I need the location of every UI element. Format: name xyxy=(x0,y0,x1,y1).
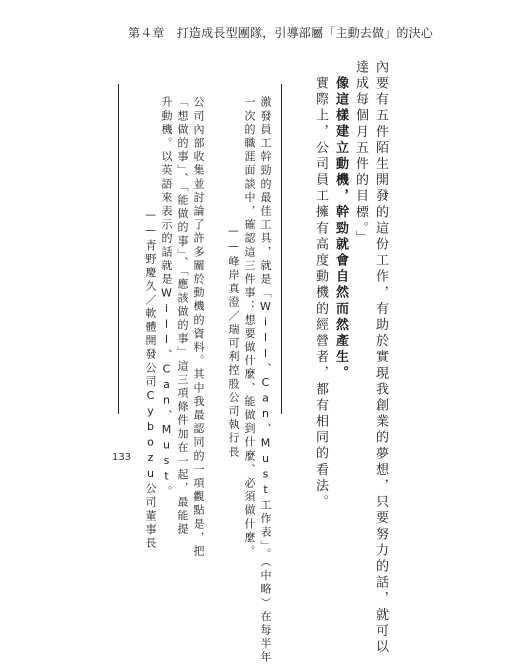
quote2-line-2: 「想做的事」、「能做的事」、「應該做的事」這三項條件加在一起，最能提 xyxy=(176,96,189,537)
body-line-1: 內要有五件陌生開發的這份工作，有助於實現我創業的夢想，只要努力的話，就可以 xyxy=(373,60,388,656)
quote1-line-1: 激發員工幹勁的最佳工具，就是「Will、Can、Must工作表」。（中略）在每半年 xyxy=(259,96,272,665)
page-number: 133 xyxy=(112,452,132,463)
book-page xyxy=(32,14,488,665)
quote1-line-2: 一次的職涯面談中，確認這三件事：想要做什麼、能做到什麼、必須做什麼。 xyxy=(243,96,256,559)
body-line-3: 像這樣建立動機，幹勁就會自然而然產生。 xyxy=(333,76,348,382)
quote1-attribution: ——峰岸真澄／瑞可利控股公司執行長 xyxy=(227,224,240,460)
body-line-4: 實際上，公司員工擁有高度動機的經營者，都有相同的看法。 xyxy=(313,76,328,511)
quote2-line-3: 升動機。以英語來表示的話就是Will、Can、Must。 xyxy=(160,96,173,499)
body-line-2: 達成每個月五件的目標。」 xyxy=(353,60,368,247)
quote2-line-1: 公司內部收集並討論了許多關於動機的資料。其中我最認同的一項觀點是，把 xyxy=(192,96,205,559)
quote2-attribution: ——青野慶久／軟體開發公司Cybozu公司董事長 xyxy=(144,208,157,551)
chapter-header: 第４章 打造成長型團隊，引導部屬「主動去做」的決心 xyxy=(128,26,434,40)
